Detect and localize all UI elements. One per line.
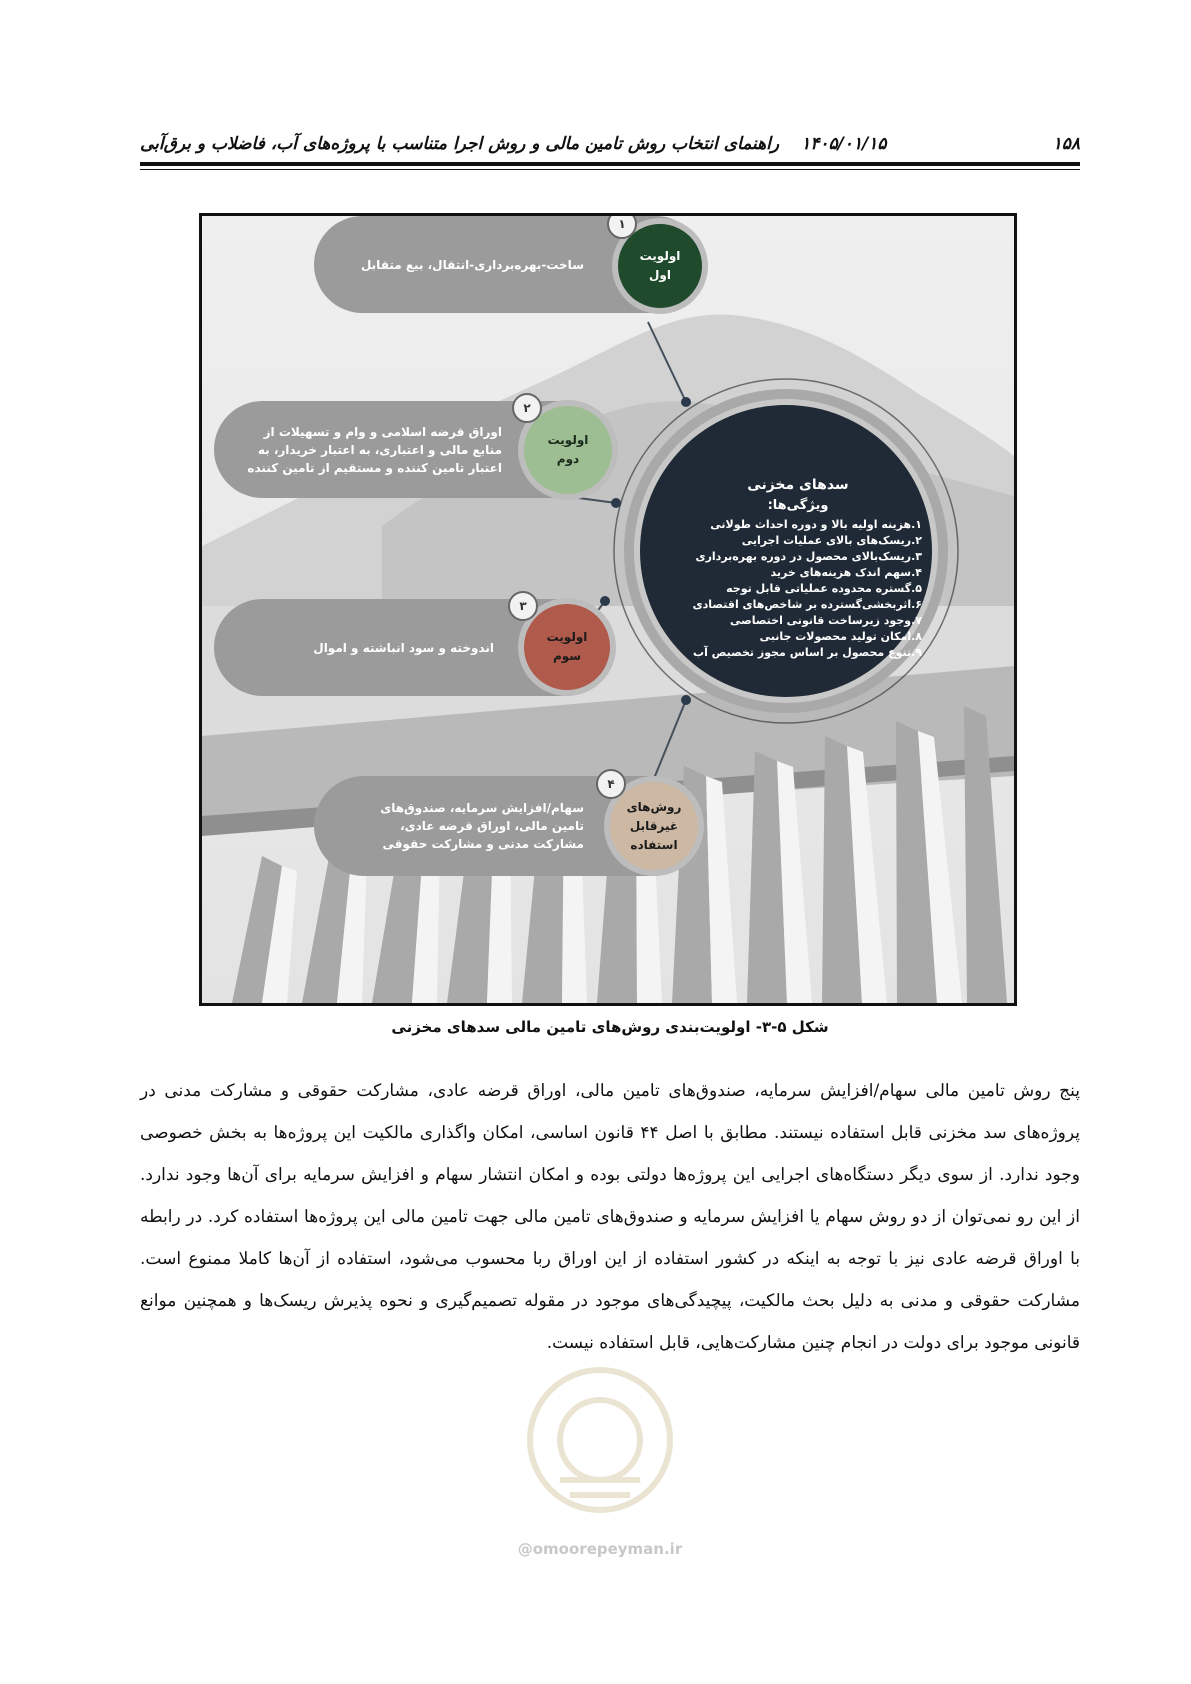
figure-frame xyxy=(199,213,1017,1006)
features-list xyxy=(648,517,948,661)
header-date: ۱۴۰۵/۰۱/۱۵ xyxy=(801,134,887,154)
priority-3-number: ۳ xyxy=(508,591,538,621)
feature-item: ۵.گستره محدوده عملیاتی قابل توجه xyxy=(726,582,922,595)
priority-2-text: اوراق قرضه اسلامی و وام و تسهیلات از منابع مالی و اعتباری، به اعتبار خریدار، به اعتبار تامین کننده و مستقیم از تامین کننده xyxy=(247,424,502,475)
priority-3-text: اندوخته و سود انباشته و اموال xyxy=(313,640,494,655)
dam-title: سدهای مخزنی xyxy=(747,477,849,493)
feature-item: ۸.امکان تولید محصولات جانبی xyxy=(759,630,922,643)
features-subtitle: ویژگی‌ها: xyxy=(767,498,829,513)
page-number: ۱۵۸ xyxy=(1052,134,1080,154)
header-rule xyxy=(140,162,1080,166)
header-title: راهنمای انتخاب روش تامین مالی و روش اجرا متناسب با پروژه‌های آب، فاضلاب و برق‌آبی xyxy=(140,134,780,154)
priority-1-number: ۱ xyxy=(607,213,637,239)
priority-3-label: اولویت سوم xyxy=(546,630,588,663)
feature-item: ۴.سهم اندک هزینه‌های خرید xyxy=(770,566,922,579)
priority-2-label: اولویت دوم xyxy=(547,433,589,466)
priority-4-number: ۴ xyxy=(596,769,626,799)
feature-item: ۶.اثربخشی‌گسترده بر شاخص‌های اقتصادی xyxy=(692,598,922,611)
body-paragraph: پنج روش تامین مالی سهام/افزایش سرمایه، صندوق‌های تامین مالی، اوراق قرضه عادی، مشارکت حقوقی و مشارکت مدنی در پروژه‌های سد مخزنی قابل استفاده نیستند. مطابق با اصل ۴۴ قانون اساسی، امکان واگذاری مالکیت این پروژه‌ها به بخش خصوصی وجود ندارد. از سوی دیگر دستگاه‌های اجرایی این پروژه‌ها دولتی بوده و امکان انتشار سهام و افزایش سرمایه برای آن‌ها وجود ندارد. از این رو نمی‌توان از دو روش سهام یا افزایش سرمایه و صندوق‌های تامین مالی جهت تامین مالی این پروژه‌ها استفاده کرد. در رابطه با اوراق قرضه عادی نیز با توجه به اینکه در کشور استفاده از این اوراق ربا محسوب می‌شود، استفاده از آن‌ها کاملا ممنوع است. مشارکت حقوقی و مدنی به دلیل بحث مالکیت، پیچیدگی‌های موجود در مقوله تصمیم‌گیری و نحوه پذیرش ریسک‌ها و همچنین موانع قانونی موجود برای دولت در انجام چنین مشارکت‌هایی، قابل استفاده نیست. xyxy=(140,1081,1080,1353)
priority-4-text: سهام/افزایش سرمایه، صندوق‌های تامین مالی، اوراق قرضه عادی، مشارکت مدنی و مشارکت حقوقی xyxy=(380,801,584,851)
feature-item: ۲.ریسک‌های بالای عملیات اجرایی xyxy=(741,534,922,547)
figure-caption: شکل ۵-۳- اولویت‌بندی روش‌های تامین مالی سدهای مخزنی xyxy=(391,1018,829,1036)
priority-1-label: اولویت اول xyxy=(639,249,681,282)
feature-item: ۱.هزینه اولیه بالا و دوره احداث طولانی xyxy=(710,518,922,531)
feature-item: ۷.وجود زیرساخت قانونی اختصاصی xyxy=(729,614,922,627)
feature-item: ۳.ریسک‌بالای محصول در دوره بهره‌برداری xyxy=(695,550,922,563)
page-header xyxy=(140,128,1080,160)
priority-4-label: روش‌های غیرقابل استفاده xyxy=(626,799,682,852)
dam-features-panel xyxy=(648,474,948,684)
watermark-url: @omoorepeyman.ir xyxy=(517,1540,683,1558)
priority-1-text: ساخت-بهره‌برداری-انتقال، بیع متقابل xyxy=(360,257,584,272)
header-title-group xyxy=(140,134,887,154)
header-rule-thin xyxy=(140,169,1080,170)
priority-2-number: ۲ xyxy=(512,393,542,423)
feature-item: ۹.تنوع محصول بر اساس مجوز تخصیص آب xyxy=(693,646,922,659)
watermark-seal-icon xyxy=(500,1350,700,1530)
